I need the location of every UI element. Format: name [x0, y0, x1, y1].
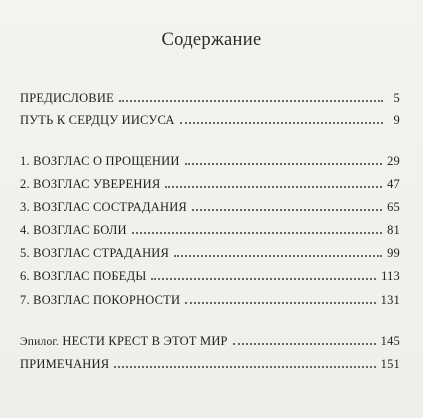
- dot-leader: [132, 232, 382, 234]
- dot-leader: [165, 186, 382, 188]
- entry-title: 1. ВОЗГЛАС О ПРОЩЕНИИ: [20, 154, 180, 168]
- toc-entry-cry-3: [20, 195, 400, 215]
- toc-entry-cry-5: [20, 241, 400, 261]
- entry-title: 7. ВОЗГЛАС ПОКОРНОСТИ: [20, 293, 181, 307]
- toc-entry-cry-4: [20, 218, 400, 238]
- dot-leader: [233, 343, 376, 345]
- toc-entry-cry-1: [20, 149, 400, 169]
- page-number: 113: [381, 269, 400, 283]
- dot-leader: [185, 302, 375, 304]
- entry-title-text: НЕСТИ КРЕСТ В ЭТОТ МИР: [62, 334, 228, 348]
- entry-title: ПРИМЕЧАНИЯ: [20, 357, 110, 371]
- entry-title: 6. ВОЗГЛАС ПОБЕДЫ: [20, 269, 147, 283]
- page-number: 99: [387, 246, 400, 260]
- entry-prefix: Эпилог.: [20, 336, 60, 348]
- page-number: 145: [380, 334, 400, 348]
- page-number: 65: [387, 200, 400, 214]
- page-number: 47: [387, 177, 400, 191]
- entry-title: 2. ВОЗГЛАС УВЕРЕНИЯ: [20, 177, 161, 191]
- entry-title: ПРЕДИСЛОВИЕ: [20, 91, 114, 105]
- entry-title: ПУТЬ К СЕРДЦУ ИИСУСА: [20, 113, 175, 127]
- entry-title: [20, 334, 231, 349]
- entry-title: 5. ВОЗГЛАС СТРАДАНИЯ: [20, 246, 170, 260]
- dot-leader: [180, 122, 383, 124]
- dot-leader: [114, 366, 375, 368]
- dot-leader: [185, 163, 382, 165]
- page-number: 131: [380, 293, 400, 307]
- dot-leader: [192, 209, 382, 211]
- toc-entry-notes: [20, 352, 400, 372]
- toc-entry-epilogue: [20, 329, 400, 349]
- page-title: Содержание: [161, 30, 262, 50]
- toc-entry-path: [20, 108, 400, 128]
- dot-leader: [174, 255, 382, 257]
- page-number: 151: [380, 357, 400, 371]
- toc-entry-cry-6: [20, 264, 400, 284]
- toc-entry-cry-2: [20, 172, 400, 192]
- page-number: 9: [393, 113, 400, 127]
- toc-entry-cry-7: [20, 288, 400, 308]
- entry-title: 3. ВОЗГЛАС СОСТРАДАНИЯ: [20, 200, 187, 214]
- dot-leader: [151, 278, 376, 280]
- page-number: 81: [387, 223, 400, 237]
- entry-title: 4. ВОЗГЛАС БОЛИ: [20, 223, 127, 237]
- page-number: 29: [387, 154, 400, 168]
- toc-entry-foreword: [20, 86, 400, 106]
- dot-leader: [119, 100, 383, 102]
- page-number: 5: [393, 91, 400, 105]
